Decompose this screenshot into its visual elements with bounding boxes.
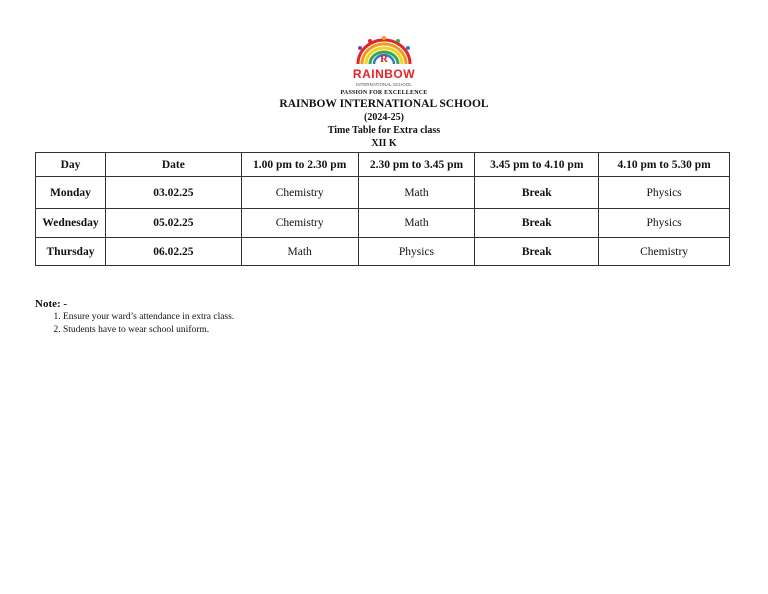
list-item: 1. Ensure your ward’s attendance in extra class. — [63, 311, 234, 324]
note-list — [35, 311, 234, 337]
tagline: PASSION FOR EXCELLENCE — [340, 90, 428, 96]
subject-cell: Math — [358, 209, 475, 238]
note-section — [35, 297, 234, 337]
table-row — [36, 238, 730, 266]
header-slot-1: 1.00 pm to 2.30 pm — [241, 153, 358, 177]
break-cell: Break — [475, 209, 599, 238]
break-cell: Break — [475, 238, 599, 266]
subject-cell: Math — [358, 177, 475, 209]
logo-subtext: INTERNATIONAL SCHOOL — [356, 82, 412, 87]
subject-cell: Physics — [599, 209, 730, 238]
session-year: (2024-25) — [364, 112, 404, 123]
header-day: Day — [36, 153, 106, 177]
note-title: Note: - — [35, 298, 68, 310]
school-name: RAINBOW INTERNATIONAL SCHOOL — [279, 98, 489, 110]
day-cell: Wednesday — [36, 209, 106, 238]
list-item: 2. Students have to wear school uniform. — [63, 324, 234, 337]
day-cell: Monday — [36, 177, 106, 209]
document-subtitle: Time Table for Extra class — [327, 125, 441, 136]
date-cell: 03.02.25 — [105, 177, 241, 209]
subject-cell: Physics — [358, 238, 475, 266]
header-date: Date — [105, 153, 241, 177]
table-header-row — [36, 153, 730, 177]
timetable — [35, 152, 730, 266]
header-slot-2: 2.30 pm to 3.45 pm — [358, 153, 475, 177]
subject-cell: Chemistry — [599, 238, 730, 266]
subject-cell: Chemistry — [241, 177, 358, 209]
date-cell: 05.02.25 — [105, 209, 241, 238]
logo-wordmark: RAINBOW — [352, 67, 416, 81]
table-row — [36, 177, 730, 209]
class-name: XII K — [371, 138, 397, 149]
day-cell: Thursday — [36, 238, 106, 266]
document-header — [0, 34, 768, 150]
header-slot-4: 4.10 pm to 5.30 pm — [599, 153, 730, 177]
date-cell: 06.02.25 — [105, 238, 241, 266]
rainbow-school-logo — [344, 34, 424, 90]
subject-cell: Chemistry — [241, 209, 358, 238]
header-slot-3: 3.45 pm to 4.10 pm — [475, 153, 599, 177]
subject-cell: Physics — [599, 177, 730, 209]
break-cell: Break — [475, 177, 599, 209]
subject-cell: Math — [241, 238, 358, 266]
logo-letter: R — [380, 53, 388, 65]
table-row — [36, 209, 730, 238]
